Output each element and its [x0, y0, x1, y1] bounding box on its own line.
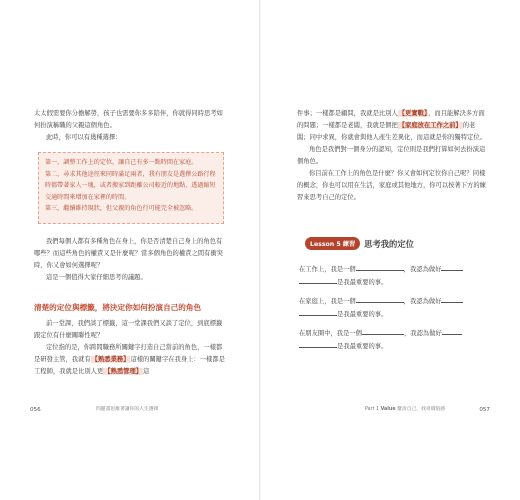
right-paragraph-1 [297, 108, 487, 144]
left-intro [34, 108, 226, 144]
options-box [38, 152, 224, 224]
exercise-friends-line-2 [299, 341, 387, 350]
right-footer [365, 405, 445, 412]
option-2: 第二，尋求其他途徑來同時滿足兩者，我有朋友是選擇公路行程時都帶著家人一塊，或者搬家到距離公司較近的地點，透過縮短交通時間來增加在家裡的時間。 [45, 170, 216, 201]
left-paragraph-4: 這是一個值得大家仔細思考的議題。 [46, 274, 147, 281]
para1-middle: ，而且能解決多方面的問題；一樣都是老闆，我就是個把 [297, 110, 485, 129]
right-paragraph-3: 你目前在工作上的角色是什麼？你又會如何定位你自己呢？同樣的概念，你也可以用在生活，家庭或其他地方，你可以按著下方的練習來思考自己的定位。 [297, 170, 486, 201]
lesson-header [305, 237, 414, 250]
exercise-work-prefix: 在工作上，我是一個 [299, 266, 356, 273]
left-page-number: 056 [30, 407, 41, 413]
left-page [0, 0, 259, 500]
exercise-work-line-1 [299, 264, 463, 273]
left-paragraph-3: 我們每個人都有多種角色在身上，你是否清楚自己身上的角色有哪些？而這些角色的權責又是什麼呢？當多個角色的權責之間有衝突時，你又會如何選擇呢？ [34, 238, 223, 269]
exercise-family-line-1 [299, 296, 463, 305]
exercise-friends-middle: ，我認為做好 [403, 330, 442, 337]
lesson-badge: Lesson 5 練習 [305, 237, 360, 250]
left-paragraph-5: 前一堂課，我們談了標籤，這一堂課我們又談了定位，到底標籤跟定位有什麼關聯性呢？ [34, 320, 223, 339]
left-paragraph-6 [34, 342, 226, 378]
blank-family-task[interactable] [441, 296, 463, 303]
exercise-family-line-2 [299, 309, 387, 318]
blank-friends-task[interactable] [442, 328, 462, 335]
para1-end: 的老闆；同中求異，你就會與他人產生差異化，而這就是你的獨特定位。 [297, 122, 486, 141]
exercise-friends-line-1 [299, 328, 462, 337]
right-page-number: 057 [479, 407, 490, 413]
option-3: 第三，繼續維持現狀，但父親的角色行可能完全被忽略。 [45, 205, 198, 213]
blank-family-role[interactable] [356, 296, 404, 303]
option-1: 第一，調整工作上的定位，讓自己有多一點時間在家庭。 [45, 159, 198, 166]
keyword-more-practical: 【更實戰】 [398, 110, 428, 117]
footer-text: 釐清自己，找尋價值感 [397, 407, 446, 412]
exercise-family-middle: ，我認為做好 [403, 298, 442, 305]
blank-family-task-cont[interactable] [299, 309, 337, 316]
lesson-title: 思考我的定位 [364, 238, 414, 249]
para6-start: 定位指的是，你跨間職務所關鍵字打造自己當前的角色，一樣都是研發主管，我就有 [34, 344, 223, 363]
left-footer: 問題畫思維著讓你的人生選擇 [96, 407, 159, 412]
section-heading: 清楚的定位與標籤，將決定你如何扮演自己的角色 [34, 303, 202, 312]
left-body [34, 236, 226, 284]
keyword-family-before-work: 【家庭放在工作之前】 [398, 122, 462, 129]
exercise-friends-suffix: 是我最重要的事。 [337, 343, 388, 350]
keyword-familiar-business: 【熟悉業務】 [91, 356, 130, 363]
blank-work-task-cont[interactable] [299, 277, 337, 284]
right-paragraph-2: 角色是我們對一個身分的認知，定位則是我們打算如何去扮演這個角色。 [297, 146, 486, 165]
blank-work-role[interactable] [356, 264, 404, 271]
exercise-friends-prefix: 在朋友圈中，我是一個 [299, 330, 362, 337]
footer-part: Part 1 [365, 407, 380, 412]
right-page [261, 0, 520, 500]
blank-friends-task-cont[interactable] [299, 341, 337, 348]
blank-friends-role[interactable] [362, 328, 404, 335]
exercise-work-middle: ，我認為做好 [403, 266, 442, 273]
exercise-family-suffix: 是我最重要的事。 [337, 311, 388, 318]
blank-work-task[interactable] [441, 264, 463, 271]
exercise-work-suffix: 是我最重要的事。 [337, 279, 388, 286]
left-paragraph-1: 太太假需要你分擔解勞，孩子也需要你多多陪伴，你就得同時思考如何扮演稱職的父親這個角色。 [34, 110, 223, 129]
right-body [297, 108, 487, 204]
keyword-familiar-management: 【熟悉管理】 [104, 368, 143, 375]
exercise-family-prefix: 在家庭上，我是一個 [299, 298, 356, 305]
footer-value: Value [380, 407, 396, 412]
para1-start: 件事；一樣都是顧問，我就是比別人 [297, 110, 398, 117]
exercise-work-line-2 [299, 277, 387, 286]
left-paragraph-2: 此時，你可以有幾種選擇： [46, 134, 122, 141]
para6-middle: 這樣的關鍵字在我身上：一樣都是工程師，我就是比別人更 [34, 356, 225, 375]
left-section-body [34, 318, 226, 378]
para6-end: 這 [143, 368, 150, 375]
